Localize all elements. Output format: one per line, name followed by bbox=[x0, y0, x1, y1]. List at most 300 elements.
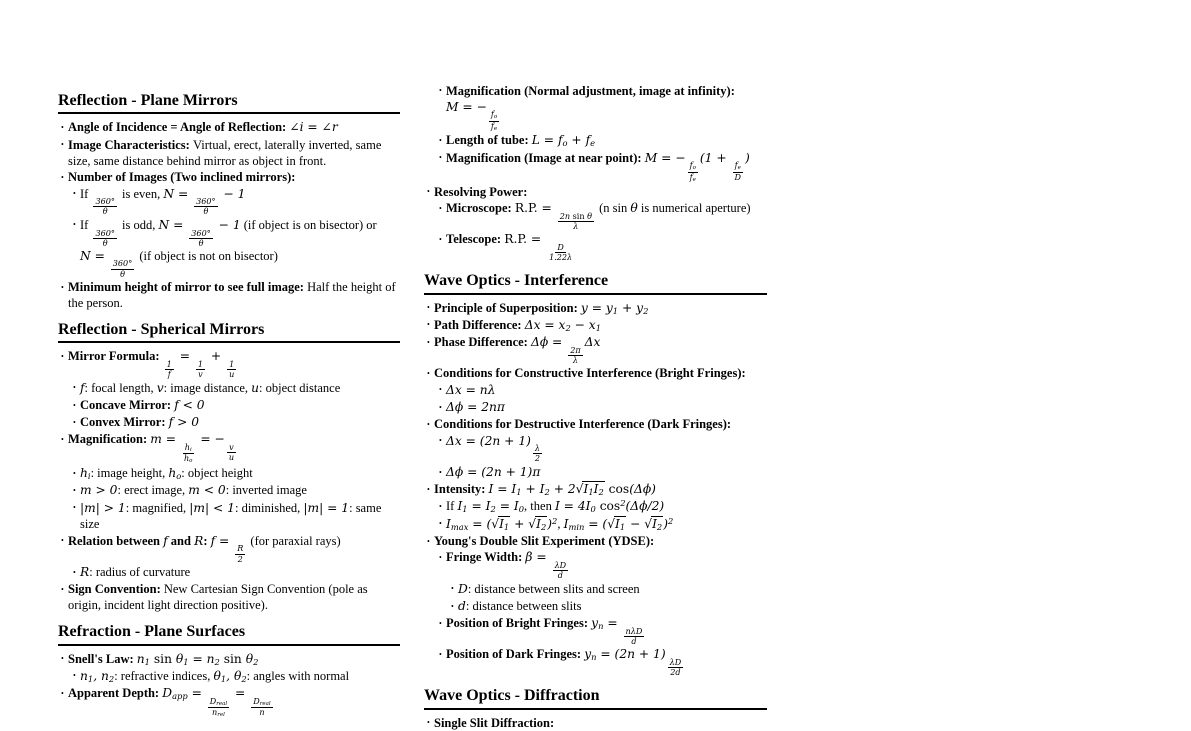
math-text: + bbox=[510, 516, 529, 531]
math-text: f bbox=[689, 171, 693, 182]
subscript: max bbox=[450, 521, 469, 532]
label-bold: Principle of Superposition: bbox=[434, 300, 581, 315]
math-text: (Δϕ) bbox=[629, 482, 656, 497]
subscript: 1 bbox=[595, 322, 602, 333]
bullet-icon: • bbox=[73, 417, 76, 427]
subscript: 0 bbox=[518, 504, 525, 515]
bullet-icon: • bbox=[61, 122, 64, 132]
subscript: 2 bbox=[643, 305, 649, 316]
text-run: : inverted image bbox=[225, 483, 307, 498]
math-text: = I bbox=[495, 499, 519, 514]
math-text: nλD bbox=[625, 625, 643, 636]
math-text: , n bbox=[93, 668, 109, 683]
fraction-denominator bbox=[118, 270, 127, 279]
math-text: θ bbox=[120, 268, 125, 279]
label-bold: Minimum height of mirror to see full image: bbox=[68, 280, 308, 295]
math-formula bbox=[644, 150, 750, 183]
list-item bbox=[424, 150, 767, 183]
superscript: 2 bbox=[620, 498, 626, 509]
label-bold: Mirror Formula: bbox=[68, 349, 163, 364]
math-text: M = − bbox=[644, 150, 686, 165]
label-bold: Young's Double Slit Experiment (YDSE): bbox=[434, 533, 655, 548]
fraction bbox=[553, 561, 569, 580]
math-text: v bbox=[156, 380, 164, 395]
subscript: 1 bbox=[503, 521, 510, 532]
math-formula bbox=[457, 499, 524, 513]
math-text: f bbox=[689, 160, 693, 171]
fraction-denominator bbox=[210, 708, 227, 718]
label-bold: Position of Bright Fringes: bbox=[446, 616, 592, 631]
text-run: Half the height of the person. bbox=[68, 280, 396, 311]
math-text: R bbox=[194, 533, 204, 548]
section-heading: Reflection - Plane Mirrors bbox=[58, 92, 400, 114]
list-item bbox=[58, 279, 400, 311]
math-formula bbox=[163, 349, 239, 380]
bullet-icon: • bbox=[73, 503, 76, 513]
math-text: I bbox=[446, 516, 451, 531]
list-item bbox=[58, 348, 400, 379]
math-text: I bbox=[457, 499, 463, 514]
math-text: λ bbox=[572, 354, 578, 365]
math-formula bbox=[213, 669, 246, 683]
math-text: 360° bbox=[95, 227, 115, 238]
bullet-icon: • bbox=[427, 337, 430, 347]
math-text: 2 bbox=[534, 453, 541, 464]
math-text: D bbox=[458, 581, 468, 596]
square-root bbox=[576, 482, 605, 496]
text-run: : same size bbox=[80, 500, 382, 532]
math-formula bbox=[150, 432, 238, 465]
list-item bbox=[58, 380, 400, 397]
list-item bbox=[424, 416, 767, 432]
math-text: − 1 bbox=[219, 186, 246, 201]
bullet-icon: • bbox=[439, 467, 442, 477]
math-text: 1 bbox=[166, 359, 172, 370]
math-text: n bbox=[212, 707, 218, 718]
math-formula bbox=[525, 318, 601, 332]
math-text: Δx = (2n + 1) bbox=[446, 433, 531, 448]
label-bold: Conditions for Destructive Interference (Dark Fringes): bbox=[434, 417, 732, 432]
math-text: (Δϕ/2) bbox=[625, 499, 665, 514]
section-heading: Wave Optics - Diffraction bbox=[424, 687, 767, 709]
fraction-denominator bbox=[201, 207, 210, 216]
subscript: 2 bbox=[540, 521, 547, 532]
math-text: h bbox=[168, 466, 177, 481]
subscript: 2 bbox=[214, 656, 220, 667]
subscript: real bbox=[216, 700, 228, 707]
fraction bbox=[227, 360, 236, 379]
square-root bbox=[607, 517, 626, 531]
list-item bbox=[424, 481, 767, 498]
math-text: M = − bbox=[446, 99, 487, 114]
math-text: ) bbox=[663, 516, 668, 531]
math-text: Δx = x bbox=[524, 317, 566, 332]
text-run: : erect image, bbox=[117, 483, 189, 498]
fraction-denominator bbox=[556, 571, 565, 580]
math-text: 1 bbox=[229, 359, 235, 370]
math-formula bbox=[446, 517, 557, 531]
label-bold: Concave Mirror: bbox=[80, 397, 175, 412]
subscript: real bbox=[259, 700, 271, 707]
fraction-denominator bbox=[227, 370, 236, 379]
radical-icon: √ bbox=[644, 516, 653, 531]
math-formula bbox=[303, 501, 349, 515]
math-text: d bbox=[631, 635, 637, 646]
math-text: f < 0 bbox=[174, 397, 205, 412]
text-run: Virtual, erect, laterally inverted, same size, same distance behind mirror as object in front. bbox=[68, 137, 382, 168]
math-text: + 2 bbox=[549, 482, 576, 497]
math-text: − 1 bbox=[214, 217, 241, 232]
math-formula bbox=[80, 483, 117, 497]
math-text: n bbox=[80, 668, 88, 683]
math-text: β = bbox=[525, 550, 551, 565]
label-bold: Phase Difference: bbox=[434, 334, 531, 349]
list-item bbox=[424, 615, 767, 646]
text-run: : radius of curvature bbox=[89, 565, 191, 580]
label-bold: Resolving Power: bbox=[434, 184, 528, 199]
bullet-icon: • bbox=[439, 519, 442, 529]
bullet-icon: • bbox=[61, 140, 64, 150]
math-formula bbox=[514, 201, 596, 231]
list-item bbox=[424, 83, 767, 132]
bullet-icon: • bbox=[439, 553, 442, 563]
subscript: 1 bbox=[183, 656, 189, 667]
fraction bbox=[235, 544, 245, 563]
subscript: 1 bbox=[220, 673, 227, 684]
fraction bbox=[668, 658, 684, 677]
fraction bbox=[189, 229, 212, 248]
bullet-icon: • bbox=[439, 136, 442, 146]
math-text: u bbox=[228, 452, 235, 463]
label-bold: Length of tube: bbox=[446, 133, 532, 148]
subscript: e bbox=[692, 176, 696, 183]
subscript: 1 bbox=[619, 521, 626, 532]
subscript: 1 bbox=[516, 486, 522, 497]
math-text: 2d bbox=[670, 667, 681, 678]
fraction-denominator bbox=[227, 453, 236, 462]
text-run: is even, bbox=[118, 186, 164, 201]
math-formula bbox=[446, 433, 544, 464]
list-item bbox=[424, 598, 767, 615]
square-root bbox=[491, 517, 510, 531]
fraction-denominator bbox=[571, 356, 580, 365]
math-text: f bbox=[80, 380, 85, 395]
bullet-icon: • bbox=[427, 536, 430, 546]
math-text: L = f bbox=[531, 133, 563, 148]
text-run: : refractive indices, bbox=[114, 668, 214, 683]
math-text: D bbox=[557, 242, 564, 253]
math-upright: cos bbox=[595, 499, 621, 514]
math-text: |m| < 1 bbox=[189, 500, 235, 515]
superscript: 2 bbox=[552, 515, 558, 526]
math-text: = bbox=[603, 616, 622, 631]
math-text: θ bbox=[102, 237, 108, 248]
math-text: h bbox=[80, 466, 88, 481]
math-formula bbox=[80, 248, 136, 279]
bullet-icon: • bbox=[427, 303, 430, 313]
math-formula bbox=[80, 466, 91, 480]
bullet-icon: • bbox=[439, 385, 442, 395]
bullet-icon: • bbox=[439, 86, 442, 96]
bullet-icon: • bbox=[427, 368, 430, 378]
math-text: I bbox=[583, 482, 589, 497]
label-bold: and bbox=[167, 533, 195, 548]
label-bold: Path Difference: bbox=[434, 317, 525, 332]
math-text: I bbox=[615, 516, 620, 531]
text-run: If bbox=[80, 186, 92, 201]
text-run: If bbox=[446, 499, 458, 514]
math-formula bbox=[446, 383, 495, 397]
fraction bbox=[547, 243, 574, 262]
math-formula bbox=[188, 483, 225, 497]
fraction-denominator bbox=[533, 454, 542, 463]
math-text: θ bbox=[198, 237, 204, 248]
subscript: 1 bbox=[87, 673, 94, 684]
subscript: 0 bbox=[590, 504, 596, 515]
list-item bbox=[424, 549, 767, 580]
math-text: ) bbox=[745, 150, 750, 165]
math-text: f bbox=[490, 109, 494, 120]
list-item bbox=[58, 186, 400, 217]
radical-icon: √ bbox=[607, 516, 616, 531]
list-item bbox=[58, 119, 400, 136]
math-formula bbox=[532, 133, 595, 147]
list-item bbox=[58, 465, 400, 482]
bullet-icon: • bbox=[73, 468, 76, 478]
list-item bbox=[58, 217, 400, 279]
text-run: If bbox=[80, 217, 92, 232]
square-root bbox=[528, 517, 547, 531]
bullet-icon: • bbox=[73, 567, 76, 577]
math-text: θ bbox=[587, 210, 592, 221]
math-text: m > 0 bbox=[80, 483, 118, 498]
math-text: (1 + bbox=[699, 150, 731, 165]
subscript: e bbox=[590, 138, 596, 149]
bullet-icon: • bbox=[61, 352, 64, 361]
text-run: (if object is on bisector) or bbox=[240, 217, 377, 232]
math-text: θ bbox=[102, 206, 108, 217]
list-item bbox=[424, 399, 767, 416]
math-text: R bbox=[80, 565, 90, 580]
math-upright: cos bbox=[604, 482, 630, 497]
bullet-icon: • bbox=[439, 650, 442, 660]
math-formula bbox=[251, 381, 259, 395]
math-text: θ bbox=[203, 206, 209, 217]
fraction-numerator bbox=[208, 697, 229, 708]
fraction-denominator bbox=[182, 454, 195, 464]
bullet-icon: • bbox=[427, 320, 430, 330]
label-bold: Microscope: bbox=[446, 201, 515, 216]
bullet-icon: • bbox=[439, 203, 442, 213]
list-item bbox=[424, 382, 767, 399]
bullet-icon: • bbox=[427, 419, 430, 429]
math-text: 2π bbox=[570, 344, 581, 355]
math-text: Δϕ = 2nπ bbox=[446, 399, 505, 414]
square-root bbox=[644, 517, 663, 531]
bullet-icon: • bbox=[427, 187, 430, 197]
subscript: o bbox=[176, 471, 182, 482]
bullet-icon: • bbox=[61, 282, 64, 292]
subscript: e bbox=[493, 125, 498, 132]
math-text: 360° bbox=[95, 196, 115, 207]
math-text: m = bbox=[150, 432, 180, 447]
math-text: d bbox=[458, 598, 466, 613]
math-text: 360° bbox=[112, 258, 133, 269]
list-item bbox=[424, 200, 767, 231]
math-upright: sin bbox=[149, 651, 176, 666]
label-bold: Magnification (Image at near point): bbox=[446, 150, 645, 165]
subscript: i bbox=[87, 471, 91, 482]
text-run: : image height, bbox=[90, 466, 169, 481]
text-run: , then bbox=[524, 499, 555, 514]
math-text: = (2n + 1) bbox=[596, 647, 666, 662]
math-text: θ bbox=[175, 651, 184, 666]
math-formula bbox=[458, 599, 466, 613]
math-formula bbox=[158, 217, 241, 248]
list-item bbox=[58, 581, 400, 613]
subscript: 2 bbox=[656, 521, 663, 532]
bullet-icon: • bbox=[73, 400, 76, 410]
math-text: y bbox=[584, 647, 592, 662]
math-text: u bbox=[229, 369, 235, 380]
text-run: : object height bbox=[181, 466, 253, 481]
fraction bbox=[624, 627, 645, 646]
math-text: f bbox=[167, 369, 171, 380]
math-text: y bbox=[591, 616, 599, 631]
subscript: n bbox=[591, 652, 597, 663]
list-item bbox=[58, 533, 400, 564]
math-formula bbox=[80, 669, 114, 683]
math-text: θ bbox=[630, 201, 638, 216]
math-formula bbox=[91, 187, 118, 217]
math-text: D bbox=[209, 695, 217, 706]
math-formula bbox=[564, 517, 674, 531]
list-item bbox=[58, 431, 400, 464]
fraction-denominator bbox=[236, 555, 245, 564]
math-text: θ bbox=[213, 668, 221, 683]
section-heading: Wave Optics - Interference bbox=[424, 272, 767, 294]
math-text: d bbox=[557, 570, 563, 581]
math-text: Δx bbox=[584, 334, 601, 349]
fraction-denominator bbox=[197, 239, 206, 248]
text-run: : distance between slits bbox=[465, 598, 582, 613]
bullet-icon: • bbox=[451, 584, 454, 594]
text-run: is odd, bbox=[118, 217, 159, 232]
list-item bbox=[58, 169, 400, 185]
text-run: : object distance bbox=[259, 380, 341, 395]
subscript: 1 bbox=[462, 504, 468, 515]
math-text: f bbox=[163, 533, 168, 548]
fraction-denominator bbox=[629, 637, 638, 646]
list-item bbox=[424, 464, 767, 481]
label-bold: : bbox=[203, 533, 211, 548]
label-bold: Telescope: bbox=[446, 232, 505, 247]
math-formula bbox=[137, 652, 259, 666]
math-text: = ( bbox=[468, 516, 492, 531]
math-formula bbox=[168, 466, 181, 480]
math-text: λ bbox=[573, 220, 579, 231]
list-item bbox=[424, 334, 767, 365]
math-formula bbox=[162, 685, 274, 719]
text-run: : magnified, bbox=[125, 500, 190, 515]
fraction bbox=[208, 697, 229, 719]
subscript: app bbox=[172, 690, 188, 701]
bullet-icon: • bbox=[61, 654, 64, 664]
superscript: 2 bbox=[668, 515, 674, 526]
fraction-denominator bbox=[257, 708, 266, 717]
label-bold: Snell's Law: bbox=[68, 651, 137, 666]
math-text: 1.22λ bbox=[549, 252, 573, 263]
math-formula bbox=[91, 218, 118, 248]
math-text: y = y bbox=[580, 300, 613, 315]
bullet-icon: • bbox=[73, 189, 76, 199]
math-text: 2 bbox=[237, 553, 243, 564]
radicand bbox=[582, 481, 604, 496]
text-run: (n sin bbox=[595, 201, 631, 216]
section-heading: Reflection - Spherical Mirrors bbox=[58, 321, 400, 343]
math-text: 2n bbox=[559, 210, 571, 221]
bullet-icon: • bbox=[439, 436, 442, 446]
fraction bbox=[165, 360, 174, 379]
math-text: I = 4I bbox=[554, 499, 591, 514]
list-item bbox=[424, 581, 767, 598]
text-run: : image distance, bbox=[163, 380, 252, 395]
list-item bbox=[58, 137, 400, 169]
math-text: − bbox=[626, 516, 645, 531]
fraction bbox=[93, 197, 116, 216]
fraction-denominator bbox=[547, 253, 574, 262]
math-text: h bbox=[183, 453, 190, 464]
math-formula bbox=[189, 501, 235, 515]
math-text: + bbox=[207, 349, 226, 364]
list-item bbox=[58, 685, 400, 718]
math-text: f > 0 bbox=[168, 415, 200, 430]
subscript: 2 bbox=[253, 656, 259, 667]
label-bold: Magnification: bbox=[68, 432, 151, 447]
math-text: f = bbox=[210, 533, 234, 548]
list-item bbox=[424, 300, 767, 317]
math-formula bbox=[289, 120, 337, 134]
left-column bbox=[58, 82, 400, 731]
radical-icon: √ bbox=[575, 482, 584, 497]
math-text: I bbox=[593, 482, 599, 497]
fraction-denominator bbox=[489, 122, 499, 132]
subscript: 1 bbox=[612, 305, 619, 316]
label-bold: Position of Dark Fringes: bbox=[446, 647, 585, 662]
fraction-denominator bbox=[101, 207, 110, 216]
bullet-icon: • bbox=[439, 618, 442, 628]
bullet-icon: • bbox=[61, 434, 64, 444]
math-formula bbox=[591, 616, 646, 646]
radicand bbox=[498, 516, 510, 531]
list-item bbox=[424, 498, 767, 515]
text-run: : distance between slits and screen bbox=[467, 581, 640, 596]
list-item bbox=[424, 533, 767, 549]
bullet-icon: • bbox=[61, 536, 64, 546]
math-text: I bbox=[499, 516, 504, 531]
math-formula bbox=[80, 565, 89, 579]
fraction bbox=[194, 197, 217, 216]
fraction bbox=[568, 346, 582, 365]
fraction bbox=[489, 110, 499, 132]
math-text: v bbox=[229, 442, 234, 453]
math-text: = bbox=[175, 349, 194, 364]
fraction bbox=[688, 161, 698, 183]
subscript: o bbox=[692, 165, 696, 172]
math-text: + y bbox=[618, 300, 644, 315]
radical-icon: √ bbox=[528, 516, 537, 531]
label-bold: Magnification (Normal adjustment, image at infinity): bbox=[446, 83, 735, 98]
